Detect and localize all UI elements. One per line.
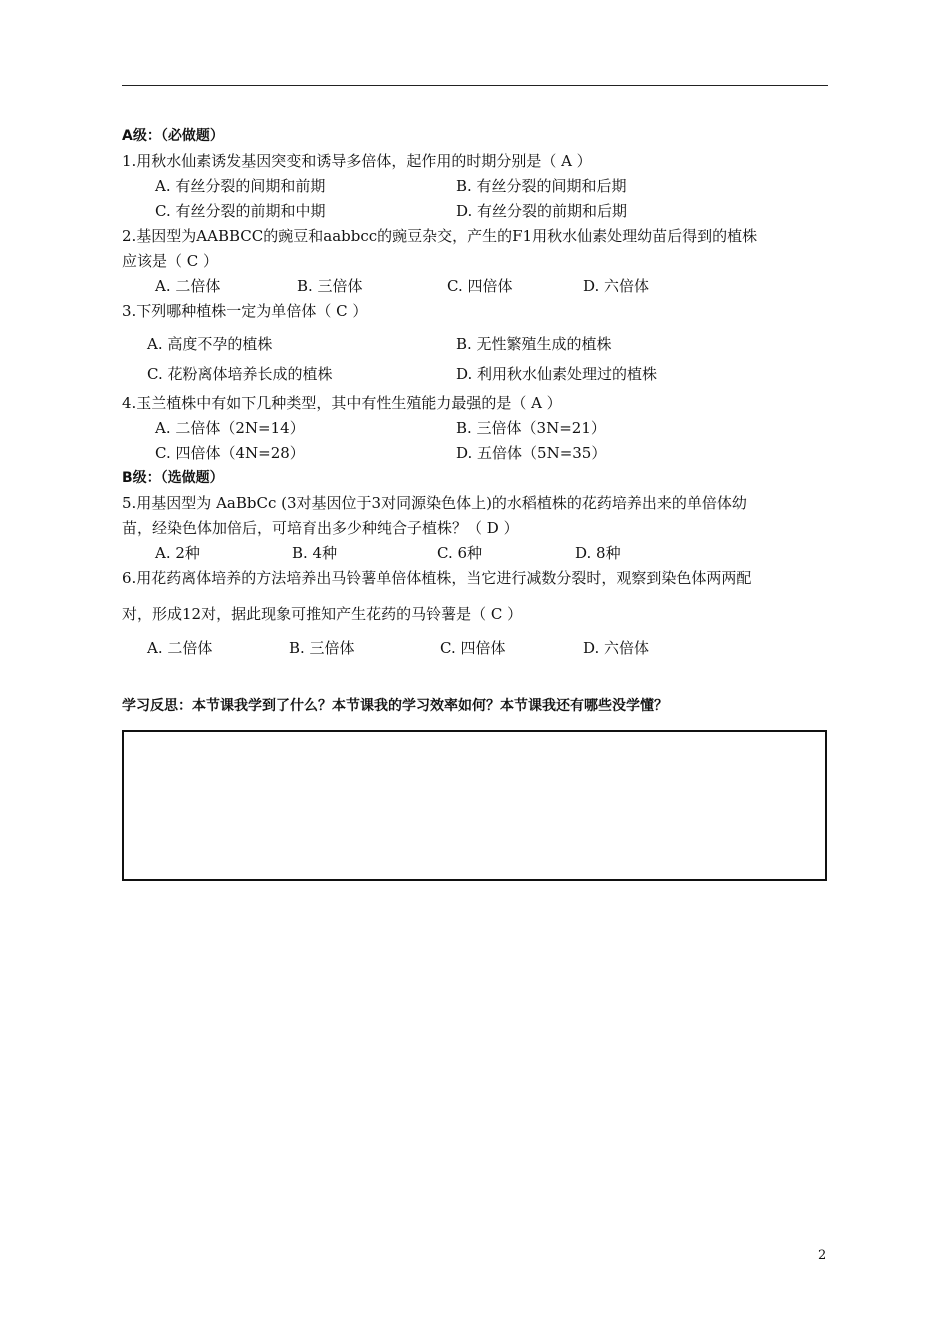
question-4-option-a: A. 二倍体（2N=14） — [155, 419, 305, 437]
question-3-stem: 3.下列哪种植株一定为单倍体（ C ） — [122, 302, 368, 320]
question-5-option-d: D. 8种 — [575, 544, 621, 562]
question-2-option-a: A. 二倍体 — [155, 277, 221, 295]
question-3-option-d: D. 利用秋水仙素处理过的植株 — [456, 365, 658, 383]
section-b-header: B级：（选做题） — [122, 470, 224, 486]
question-2-stem-line-1: 2.基因型为AABBCC的豌豆和aabbcc的豌豆杂交，产生的F1用秋水仙素处理幼苗后得到的植株 — [122, 227, 758, 245]
question-6-option-c: C. 四倍体 — [440, 639, 506, 657]
question-5-option-c: C. 6种 — [437, 544, 483, 562]
question-1-option-d: D. 有丝分裂的前期和后期 — [456, 202, 628, 220]
page-number: 2 — [818, 1248, 827, 1263]
question-2-option-d: D. 六倍体 — [583, 277, 650, 295]
question-4-stem: 4.玉兰植株中有如下几种类型，其中有性生殖能力最强的是（ A ） — [122, 394, 562, 412]
question-1-stem: 1.用秋水仙素诱发基因突变和诱导多倍体，起作用的时期分别是（ A ） — [122, 152, 592, 170]
question-2-option-b: B. 三倍体 — [297, 277, 363, 295]
reflection-prompt: 学习反思：本节课我学到了什么？本节课我的学习效率如何？本节课我还有哪些没学懂？ — [122, 698, 668, 714]
section-a-header: A级：（必做题） — [122, 128, 224, 144]
question-1-option-a: A. 有丝分裂的间期和前期 — [155, 177, 326, 195]
question-4-option-b: B. 三倍体（3N=21） — [456, 419, 606, 437]
question-5-option-a: A. 2种 — [155, 544, 200, 562]
question-3-option-b: B. 无性繁殖生成的植株 — [456, 335, 612, 353]
question-3-option-a: A. 高度不孕的植株 — [147, 335, 273, 353]
reflection-answer-box[interactable] — [122, 730, 827, 881]
question-5-option-b: B. 4种 — [292, 544, 338, 562]
question-1-option-b: B. 有丝分裂的间期和后期 — [456, 177, 627, 195]
question-6-option-d: D. 六倍体 — [583, 639, 650, 657]
question-6-option-b: B. 三倍体 — [289, 639, 355, 657]
question-6-option-a: A. 二倍体 — [147, 639, 213, 657]
question-6-stem-line-2: 对，形成12对，据此现象可推知产生花药的马铃薯是（ C ） — [122, 605, 523, 623]
header-rule — [122, 85, 828, 86]
question-2-option-c: C. 四倍体 — [447, 277, 513, 295]
question-4-option-d: D. 五倍体（5N=35） — [456, 444, 607, 462]
question-2-stem-line-2: 应该是（ C ） — [122, 252, 219, 270]
question-1-option-c: C. 有丝分裂的前期和中期 — [155, 202, 326, 220]
question-5-stem-line-2: 苗，经染色体加倍后，可培育出多少种纯合子植株？（ D ） — [122, 519, 519, 537]
question-3-option-c: C. 花粉离体培养长成的植株 — [147, 365, 333, 383]
question-4-option-c: C. 四倍体（4N=28） — [155, 444, 305, 462]
question-6-stem-line-1: 6.用花药离体培养的方法培养出马铃薯单倍体植株，当它进行减数分裂时，观察到染色体两两配 — [122, 569, 752, 587]
question-5-stem-line-1: 5.用基因型为 AaBbCc (3对基因位于3对同源染色体上)的水稻植株的花药培养出来的单倍体幼 — [122, 494, 747, 512]
